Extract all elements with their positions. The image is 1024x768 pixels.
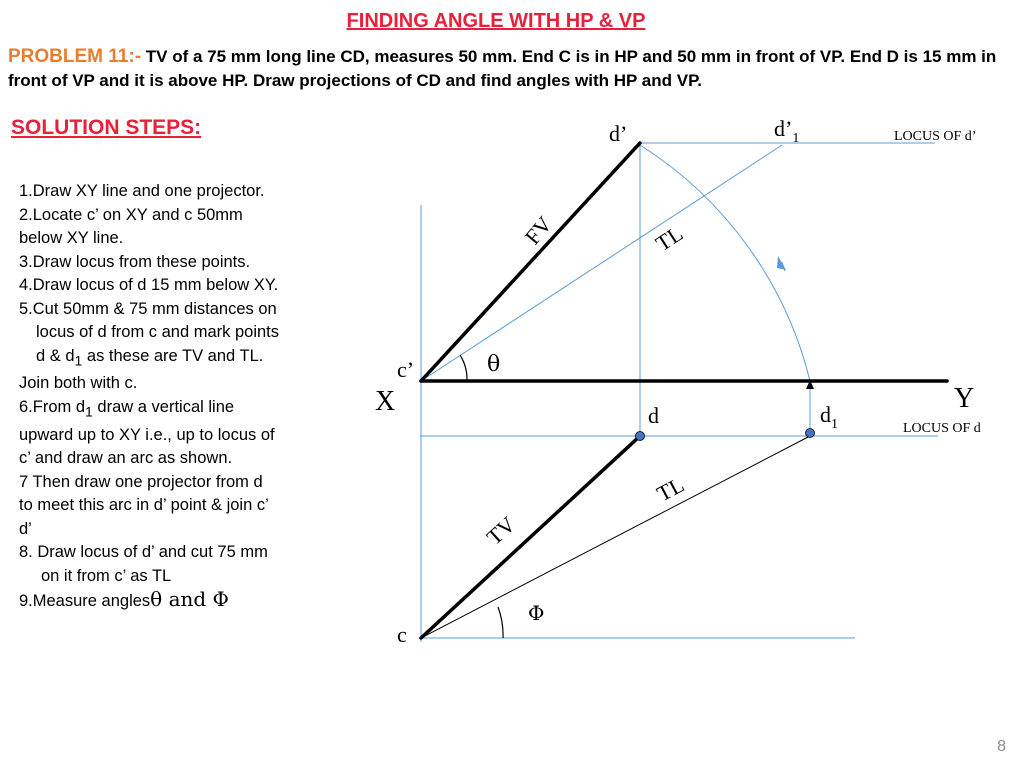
step-5a: 5.Cut 50mm & 75 mm distances on (19, 299, 277, 318)
tl-line-bottom (421, 436, 810, 638)
label-x: X (375, 386, 396, 417)
step-6c: c’ and draw an arc as shown. (19, 449, 233, 468)
step-2a: 2.Locate c’ on XY and c 50mm (19, 205, 243, 224)
step-8a: 8. Draw locus of d’ and cut 75 mm (19, 543, 268, 562)
label-d1: $d_1$ (820, 402, 838, 432)
step-3: 3.Draw locus from these points. (19, 252, 251, 271)
locus-of-d-label: LOCUS OF d (903, 421, 981, 436)
label-d1-prime: $d’_1$ (774, 116, 800, 146)
step-5c-sub: 1 (74, 351, 83, 368)
point-d1 (806, 429, 815, 438)
locus-of-d-prime-label: LOCUS OF d’ (894, 129, 977, 144)
theta-angle-arc (460, 355, 467, 381)
step-5c-post: as these are TV and TL. (82, 346, 264, 365)
arc-tl-rotation (640, 145, 810, 381)
step-6a-sub: 1 (85, 403, 93, 420)
step-7b: to meet this arc in d’ point & join c’ (19, 496, 269, 515)
fv-line (421, 143, 640, 381)
step-8b: on it from c’ as TL (41, 566, 172, 585)
label-theta: θ (487, 352, 501, 377)
problem-label: PROBLEM 11:- (8, 46, 142, 67)
step-4: 4.Draw locus of d 15 mm below XY. (19, 276, 279, 294)
step-6a-pre: 6.From d (19, 397, 86, 416)
label-d-prime: d’ (609, 121, 628, 146)
step-9-angles: θ and Φ (150, 587, 229, 612)
label-fv: FV (519, 211, 557, 250)
label-c: c (397, 622, 407, 647)
solution-heading: SOLUTION STEPS: (11, 116, 202, 139)
step-6a-post: draw a vertical line (92, 397, 235, 416)
step-1: 1.Draw XY line and one projector. (19, 182, 265, 200)
step-9-text: 9.Measure angles (19, 592, 151, 611)
page-number: 8 (997, 738, 1006, 755)
step-5b: locus of d from c and mark points (36, 323, 280, 341)
arc-direction-arrowhead (777, 256, 786, 270)
tl-line-top (421, 145, 782, 381)
point-d (636, 432, 645, 441)
step-5c-pre: d & d (36, 346, 75, 365)
step-5d: Join both with c. (19, 374, 138, 393)
phi-angle-arc (498, 607, 503, 638)
label-y: Y (954, 383, 975, 414)
label-c-prime: c’ (397, 357, 415, 382)
step-2b: below XY line. (19, 229, 124, 247)
label-d: d (648, 403, 659, 428)
label-tl-bottom: TL (652, 471, 689, 507)
label-phi: Φ (528, 601, 545, 625)
label-tl-top: TL (651, 220, 688, 257)
step-7c: d’ (19, 519, 32, 538)
page-title: FINDING ANGLE WITH HP & VP (346, 10, 646, 32)
problem-text: TV of a 75 mm long line CD, measures 50 mm. End C is in HP and 50 mm in front of VP. End D is 15 mm in front of VP and it is above HP. Draw projections of CD and find angles with HP and VP. (8, 47, 997, 90)
step-7a: 7 Then draw one projector from d (19, 472, 263, 491)
step-6b: upward up to XY i.e., up to locus of (19, 425, 275, 444)
label-tv: TV (481, 511, 521, 550)
